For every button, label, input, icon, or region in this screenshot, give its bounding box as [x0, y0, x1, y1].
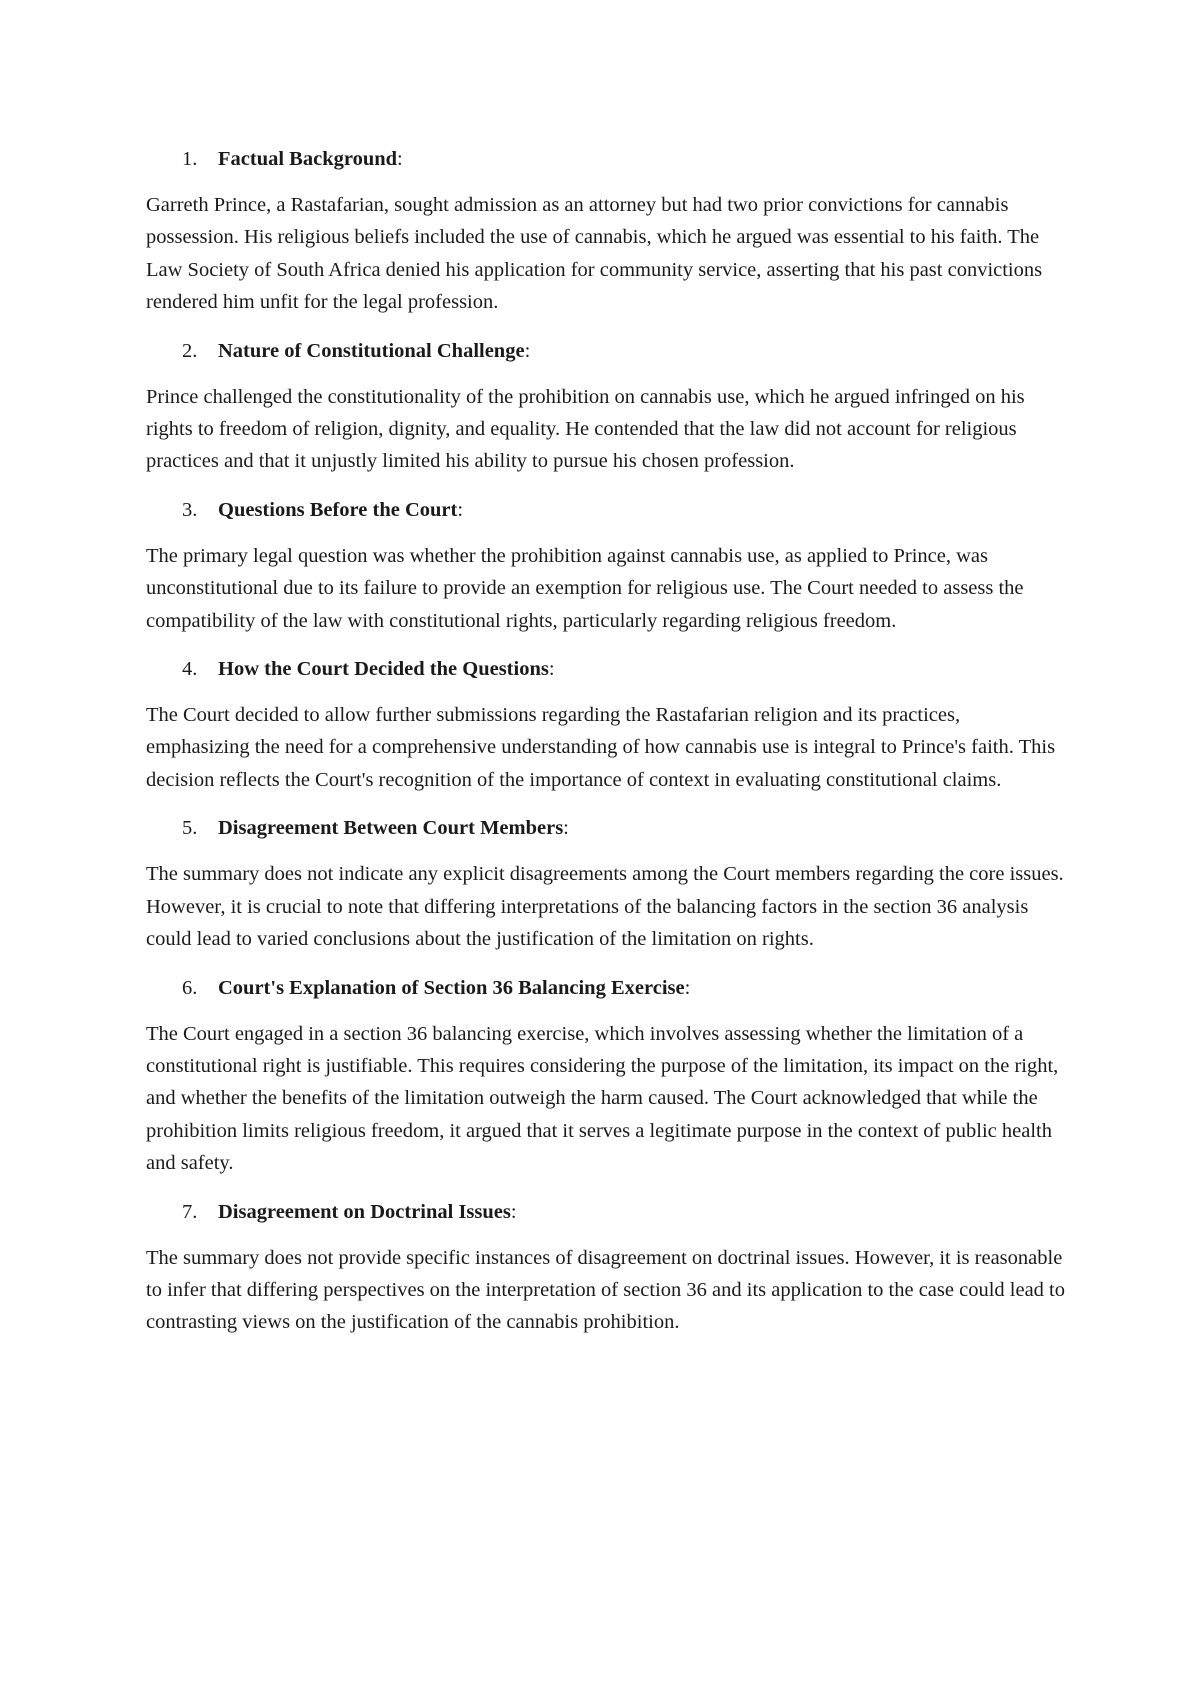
section-colon: :: [524, 339, 531, 362]
section-doctrinal-disagreement: [146, 1196, 1066, 1339]
section-questions-before-court: [146, 494, 1066, 637]
section-number: 1.: [182, 148, 198, 170]
section-disagreement-members: [146, 812, 1066, 955]
section-title: Questions Before the Court: [218, 498, 458, 521]
section-constitutional-challenge: [146, 335, 1066, 478]
section-36-balancing: [146, 972, 1066, 1180]
section-heading: [146, 143, 1066, 175]
section-colon: :: [397, 148, 403, 170]
section-body: The summary does not provide specific instances of disagreement on doctrinal issues. However, it is reasonable to infer that differing perspectives on the interpretation of section 36 and its application to the case could lead to contrasting views on the justification of the cannabis prohibition.: [146, 1246, 1065, 1334]
section-number: 5.: [182, 817, 198, 840]
section-heading: [146, 335, 1066, 367]
section-body: The Court engaged in a section 36 balancing exercise, which involves assessing whether the limitation of a constitutional right is justifiable. This requires considering the purpose of the limitation, its impact on the right, and whether the benefits of the limitation outweigh the harm caused. The Court acknowledged that while the prohibition limits religious freedom, it argued that it serves a legitimate purpose in the context of public health and safety.: [146, 1022, 1059, 1175]
section-number: 2.: [182, 339, 198, 362]
section-heading: [146, 494, 1066, 526]
section-heading: [146, 1196, 1066, 1228]
section-factual-background: [146, 143, 1066, 319]
section-heading: [146, 812, 1066, 844]
section-colon: :: [684, 976, 691, 999]
section-title: Factual Background: [218, 148, 398, 170]
section-title: Court's Explanation of Section 36 Balancing Exercise: [218, 976, 685, 999]
section-number: 7.: [182, 1200, 198, 1223]
section-number: 4.: [182, 658, 198, 681]
section-title: Disagreement Between Court Members: [218, 817, 564, 840]
section-number: 3.: [182, 498, 198, 521]
section-body: The Court decided to allow further submissions regarding the Rastafarian religion and its practices, emphasizing the need for a comprehensive understanding of how cannabis use is integral to Prince's faith. This decision reflects the Court's recognition of the importance of context in evaluating constitutional claims.: [146, 704, 1056, 791]
section-colon: :: [548, 658, 555, 681]
section-title: Nature of Constitutional Challenge: [218, 339, 525, 362]
section-number: 6.: [182, 976, 198, 999]
section-heading: [146, 653, 1066, 685]
section-title: How the Court Decided the Questions: [218, 658, 549, 681]
section-body: The primary legal question was whether the prohibition against cannabis use, as applied to Prince, was unconstitutional due to its failure to provide an exemption for religious use. The Court needed to assess the compatibility of the law with constitutional rights, particularly regarding religious freedom.: [146, 544, 1024, 632]
section-colon: :: [510, 1200, 517, 1223]
section-court-decision: [146, 653, 1066, 796]
section-body: The summary does not indicate any explicit disagreements among the Court members regarding the core issues. However, it is crucial to note that differing interpretations of the balancing factors in the section 36 analysis could lead to varied conclusions about the justification of the limitation on rights.: [146, 863, 1064, 951]
section-heading: [146, 972, 1066, 1004]
section-body: Garreth Prince, a Rastafarian, sought admission as an attorney but had two prior convictions for cannabis possession. His religious beliefs included the use of cannabis, which he argued was essential to his faith. The Law Society of South Africa denied his application for community service, asserting that his past convictions rendered him unfit for the legal profession.: [146, 194, 1043, 314]
section-colon: :: [563, 817, 569, 840]
section-colon: :: [457, 498, 464, 521]
section-title: Disagreement on Doctrinal Issues: [218, 1200, 511, 1223]
document-page: [146, 143, 1066, 1355]
section-body: Prince challenged the constitutionality of the prohibition on cannabis use, which he argued infringed on his rights to freedom of religion, dignity, and equality. He contended that the law did not account for religious practices and that it unjustly limited his ability to pursue his chosen profession.: [146, 385, 1025, 473]
